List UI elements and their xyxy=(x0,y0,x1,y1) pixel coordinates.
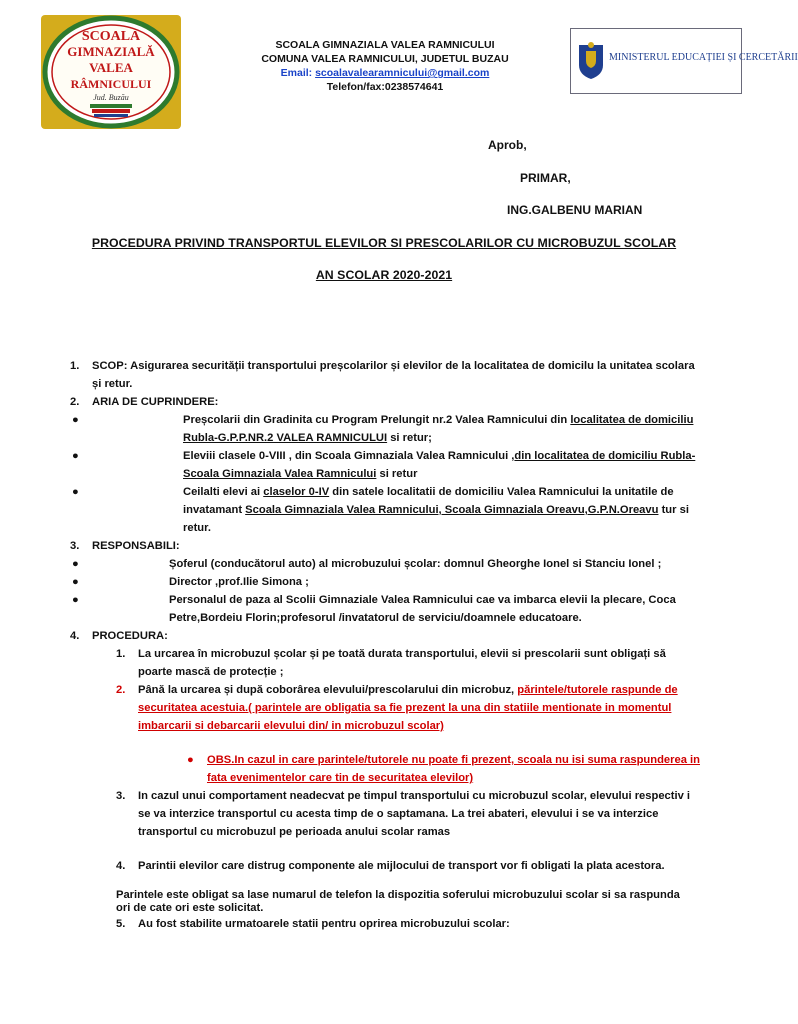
school-header xyxy=(230,38,540,94)
procedure-1 xyxy=(92,645,742,663)
s2-b2-text: Eleviii clasele 0-VIII , din Scoala Gimnaziala Valea Ramnicului , xyxy=(183,450,515,462)
s2-b3-text-2: din satele localitatii de domiciliu Valea Ramnicului la unitatile de xyxy=(329,486,674,498)
procedure-2-end: imbarcarii si debarcarii elevului din/ in microbuzul scolar) xyxy=(138,720,444,732)
procedure-4 xyxy=(92,857,742,875)
approval-primar: PRIMAR, xyxy=(520,171,571,185)
obs-text: OBS.In cazul in care parintele/tutorele nu poate fi prezent, scoala nu isi suma raspunderea in xyxy=(207,754,700,766)
bullet-icon: ● xyxy=(72,486,79,498)
procedure-3 xyxy=(92,787,742,805)
bullet-icon: ● xyxy=(72,594,79,606)
s2-b2-underlined-2: Scoala Gimnaziala Valea Ramnicului xyxy=(183,468,377,480)
s2-b3-text-3: invatamant xyxy=(183,504,246,516)
s2-b3-text: Ceilalti elevi ai xyxy=(183,486,264,498)
procedure-5 xyxy=(92,915,742,933)
document-body xyxy=(70,357,742,933)
school-logo xyxy=(40,14,182,130)
section-2-item-3-end: retur. xyxy=(183,522,211,534)
ministry-logo xyxy=(570,28,798,94)
procedure-2-text: Până la urcarea și după coborârea elevului/prescolarului din microbuz, xyxy=(138,684,518,696)
procedure-1-number: 1. xyxy=(116,648,126,660)
approval-name: ING.GALBENU MARIAN xyxy=(507,203,643,217)
procedure-2-cont: securitatea acestuia.( parintele are obligatia sa fie prezent la una din statiile mentionate in momentul xyxy=(138,702,672,714)
coat-of-arms-icon xyxy=(577,41,605,81)
procedure-3-end: transportul cu microbuzul pe perioada anului scolar ramas xyxy=(138,826,451,838)
s2-b2-end: si retur xyxy=(376,468,418,480)
procedure-2-underlined: părintele/tutorele raspunde de xyxy=(517,684,678,696)
procedure-1-text: La urcarea în microbuzul școlar și pe toată durata transportului, elevii si prescolarii sunt obligați să xyxy=(138,648,666,660)
section-2-item-3-cont xyxy=(92,501,742,519)
phone-line: Telefon/fax:0238574641 xyxy=(326,81,444,93)
section-2-item-2-cont xyxy=(92,465,742,483)
logo-text-3: VALEA xyxy=(89,60,133,75)
s2-b1-text: Preșcolarii din Gradinita cu Program Prelungit nr.2 Valea Ramnicului din xyxy=(183,414,571,426)
s3-b2-text: Director ,prof.Ilie Simona ; xyxy=(169,576,309,588)
section-1-text-1: SCOP: Asigurarea securității transportului preșcolarilor și elevilor de la localitatea de domicilu la unitatea scolara xyxy=(92,360,695,372)
section-3-item-1 xyxy=(72,555,742,573)
section-3-number: 3. xyxy=(70,540,80,552)
bullet-icon: ● xyxy=(72,558,79,570)
spacer xyxy=(92,875,742,885)
section-4-title: PROCEDURA: xyxy=(92,630,168,642)
section-4-number: 4. xyxy=(70,630,80,642)
logo-text-1: SCOALA xyxy=(81,29,141,44)
section-2-item-3 xyxy=(72,483,742,501)
s2-b1-end: si retur; xyxy=(387,432,432,444)
parent-note: Parintele este obligat sa lase numarul de telefon la dispozitia soferului microbuzului scolar si sa raspunda xyxy=(116,889,680,901)
logo-text-2: GIMNAZIALĂ xyxy=(67,44,155,59)
s3-b3-text: Personalul de paza al Scolii Gimnaziale Valea Ramnicului cae va imbarca elevii la plecare, Coca xyxy=(169,594,676,606)
bullet-icon: ● xyxy=(72,414,79,426)
s2-b3-underlined-2: Scoala Gimnaziala Valea Ramnicului, Scoala Gimnaziala Oreavu,G.P.N.Oreavu xyxy=(245,504,659,516)
section-3-item-3-cont: Petre,Bordeiu Florin;profesorul /invatatorul de serviciu/doamnele educatoare. xyxy=(169,612,582,624)
procedure-5-number: 5. xyxy=(116,918,126,930)
procedure-3-number: 3. xyxy=(116,790,126,802)
s3-b1-text: Șoferul (conducătorul auto) al microbuzului școlar: domnul Gheorghe Ionel si Stanciu Ionel ; xyxy=(169,558,662,570)
bullet-icon: ● xyxy=(72,450,79,462)
email-label: Email: xyxy=(280,67,313,79)
section-2-item-1-cont xyxy=(92,429,742,447)
s2-b2-underlined: din localitatea de domiciliu Rubla- xyxy=(514,450,696,462)
section-1 xyxy=(70,357,742,375)
section-4 xyxy=(70,627,742,645)
procedure-4-text: Parintii elevilor care distrug componente ale mijlocului de transport vor fi obligati la plata acestora. xyxy=(138,860,665,872)
s2-b1-underlined-2: Rubla-G.P.P.NR.2 VALEA RAMNICULUI xyxy=(183,432,388,444)
ministry-name: MINISTERUL EDUCAȚIEI ȘI CERCETĂRII xyxy=(609,52,798,63)
document-subtitle: AN SCOLAR 2020-2021 xyxy=(315,268,453,282)
section-2-number: 2. xyxy=(70,396,80,408)
section-3-item-2 xyxy=(72,573,742,591)
section-2 xyxy=(70,393,742,411)
bullet-icon: ● xyxy=(187,754,194,766)
spacer xyxy=(92,735,742,751)
bullet-icon: ● xyxy=(72,576,79,588)
logo-text-5: Jud. Buzău xyxy=(93,93,129,102)
section-2-item-1 xyxy=(72,411,742,429)
s2-b3-text-4: tur si xyxy=(658,504,689,516)
s2-b3-underlined: claselor 0-IV xyxy=(263,486,330,498)
section-1-cont: și retur. xyxy=(92,378,133,390)
procedure-1-cont: poarte mască de protecție ; xyxy=(138,666,284,678)
email-link[interactable]: scoalavalearamnicului@gmail.com xyxy=(315,67,490,79)
section-2-title: ARIA DE CUPRINDERE: xyxy=(92,396,219,408)
section-1-number: 1. xyxy=(70,360,80,372)
procedure-3-text: In cazul unui comportament neadecvat pe timpul transportului cu microbuzul scolar, elevului respectiv i xyxy=(138,790,691,802)
email-line xyxy=(230,66,540,80)
parent-note-cont: ori de cate ori este solicitat. xyxy=(116,902,264,914)
section-3-item-3 xyxy=(72,591,742,609)
obs-note-cont: fata evenimentelor care tin de securitatea elevilor) xyxy=(207,772,474,784)
school-name: SCOALA GIMNAZIALA VALEA RAMNICULUI xyxy=(275,39,495,51)
spacer xyxy=(92,841,742,857)
section-3-title: RESPONSABILI: xyxy=(92,540,180,552)
section-2-item-2 xyxy=(72,447,742,465)
section-3 xyxy=(70,537,742,555)
procedure-2 xyxy=(92,681,742,699)
approval-aprob: Aprob, xyxy=(488,138,527,152)
document-title: PROCEDURA PRIVIND TRANSPORTUL ELEVILOR SI PRESCOLARILOR CU MICROBUZUL SCOLAR xyxy=(91,236,677,250)
procedure-5-text: Au fost stabilite urmatoarele statii pentru oprirea microbuzului scolar: xyxy=(138,918,510,930)
procedure-2-number: 2. xyxy=(116,684,126,696)
procedure-3-cont: se va interzice transportul cu acesta timp de o saptamana. La trei abateri, elevului i se va interzice xyxy=(138,808,659,820)
commune-line: COMUNA VALEA RAMNICULUI, JUDETUL BUZAU xyxy=(261,53,509,65)
logo-text-4: RÂMNICULUI xyxy=(70,77,152,91)
procedure-4-number: 4. xyxy=(116,860,126,872)
s2-b1-underlined: localitatea de domiciliu xyxy=(570,414,694,426)
obs-note xyxy=(92,751,742,769)
